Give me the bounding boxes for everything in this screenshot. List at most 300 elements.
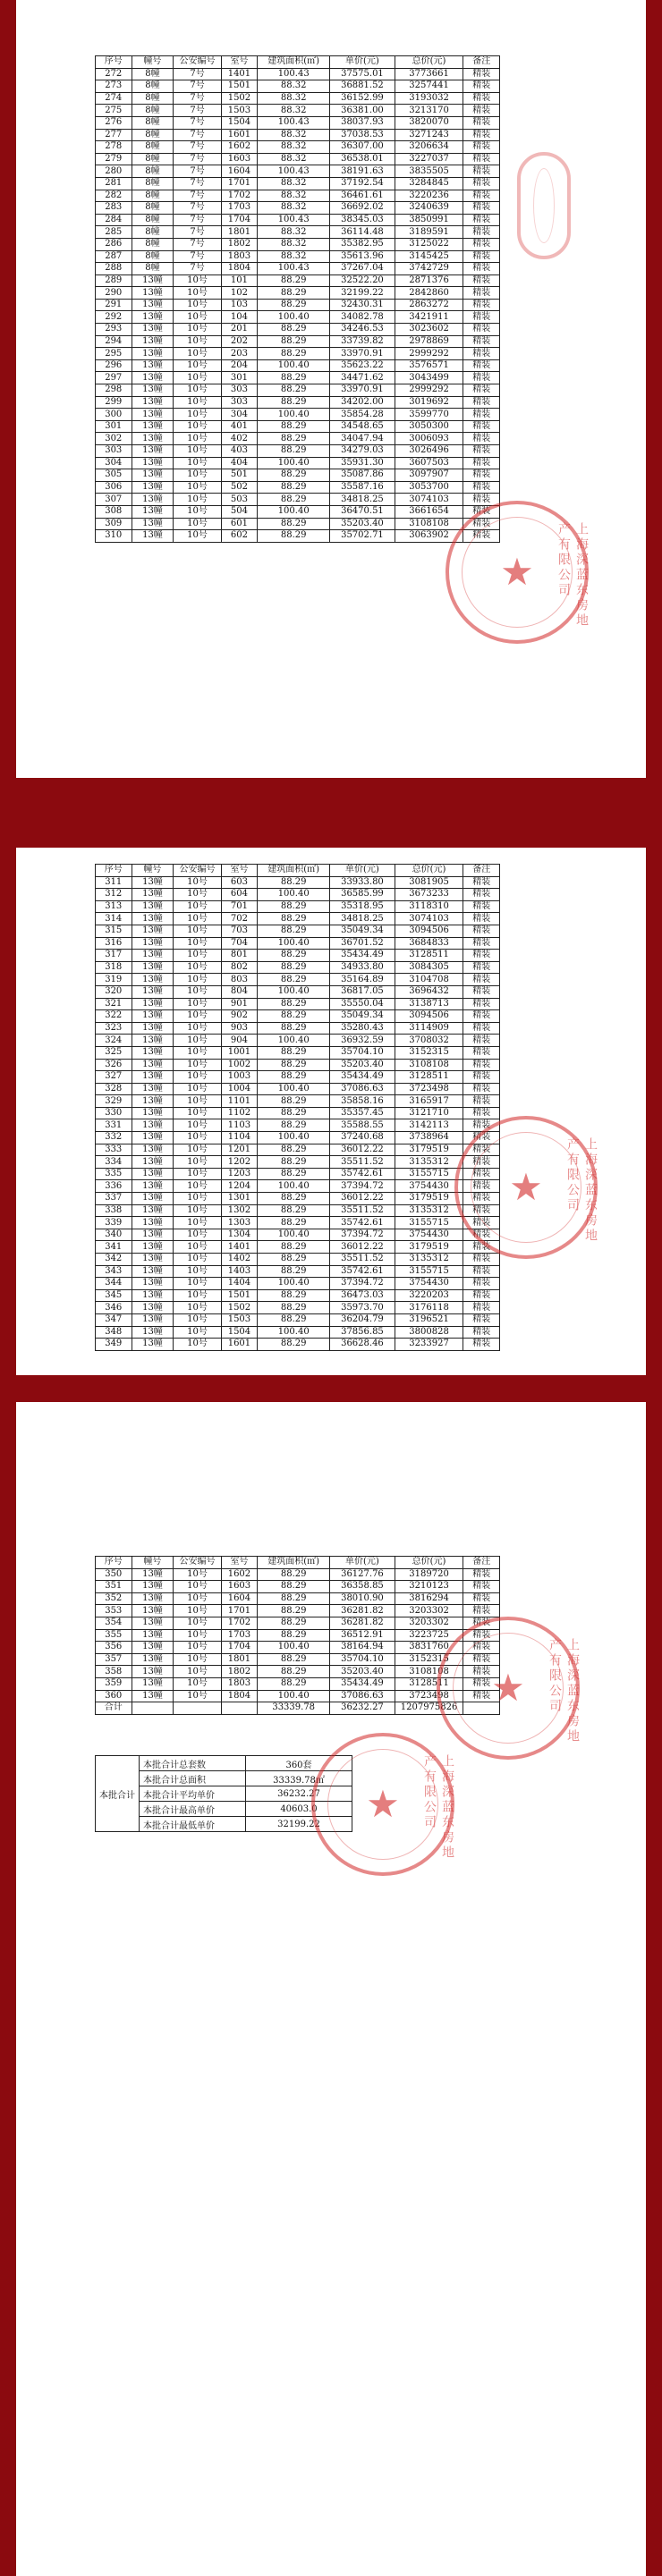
document-page-1 [16, 0, 646, 778]
seal-edge-mark [517, 152, 571, 259]
table-cell: 13幢 [132, 1278, 174, 1290]
table-cell: 323 [96, 1022, 132, 1035]
table-cell: 103 [221, 299, 258, 311]
table-cell: 1704 [221, 1642, 258, 1654]
table-cell: 1704 [221, 214, 258, 226]
table-cell: 7号 [174, 116, 221, 129]
table-cell: 284 [96, 214, 132, 226]
table-cell: 1703 [221, 202, 258, 215]
table-cell: 802 [221, 961, 258, 974]
table-row [96, 974, 500, 986]
table-cell: 100.40 [258, 1278, 330, 1290]
table-cell: 34202.00 [330, 396, 395, 409]
table-cell: 701 [221, 900, 258, 913]
table-row [96, 1581, 500, 1593]
column-header: 幢号 [132, 56, 174, 69]
table-cell: 13幢 [132, 1690, 174, 1702]
table-cell: 1201 [221, 1144, 258, 1156]
table-cell: 35434.49 [330, 1071, 395, 1084]
table-cell: 602 [221, 530, 258, 543]
table-cell: 332 [96, 1132, 132, 1144]
table-cell: 88.29 [258, 925, 330, 937]
table-cell: 351 [96, 1581, 132, 1593]
table-cell: 13幢 [132, 1629, 174, 1642]
table-cell: 3673233 [395, 889, 463, 901]
table-cell: 13幢 [132, 961, 174, 974]
table-cell: 10号 [174, 1022, 221, 1035]
table-row [96, 396, 500, 409]
table-cell: 35357.45 [330, 1107, 395, 1119]
table-cell: 3084305 [395, 961, 463, 974]
table-cell: 13幢 [132, 359, 174, 372]
table-cell: 3421911 [395, 311, 463, 324]
table-cell: 88.29 [258, 1071, 330, 1084]
table-cell: 88.32 [258, 226, 330, 239]
table-cell: 7号 [174, 238, 221, 250]
table-cell: 289 [96, 274, 132, 287]
table-cell: 3128511 [395, 1677, 463, 1690]
table-cell: 10号 [174, 1241, 221, 1254]
table-cell: 13幢 [132, 1095, 174, 1108]
table-cell: 精装 [463, 348, 500, 360]
table-cell: 33970.91 [330, 348, 395, 360]
table-cell: 1603 [221, 1581, 258, 1593]
table-cell: 10号 [174, 409, 221, 421]
table-cell: 303 [221, 384, 258, 397]
table-cell: 35203.40 [330, 1666, 395, 1678]
table-cell: 35973.70 [330, 1302, 395, 1314]
table-cell: 37240.68 [330, 1132, 395, 1144]
column-header: 公安编号 [174, 865, 221, 877]
table-cell: 1103 [221, 1119, 258, 1132]
table-cell: 3108108 [395, 1059, 463, 1071]
table-cell: 精装 [463, 420, 500, 433]
table-cell: 10号 [174, 1217, 221, 1229]
table-row [96, 1289, 500, 1302]
table-cell: 38345.03 [330, 214, 395, 226]
seal-text: 上海深蓝东房地产有限公司 [565, 1137, 598, 1244]
table-cell: 3661654 [395, 505, 463, 518]
table-cell: 7号 [174, 250, 221, 263]
table-cell: 1801 [221, 1653, 258, 1666]
table-cell: 1504 [221, 1326, 258, 1339]
table-cell: 324 [96, 1035, 132, 1047]
table-cell: 804 [221, 985, 258, 998]
table-cell: 13幢 [132, 348, 174, 360]
table-row [96, 876, 500, 889]
column-header: 建筑面积(㎡) [258, 56, 330, 69]
table-cell: 10号 [174, 1642, 221, 1654]
column-header: 备注 [463, 865, 500, 877]
table-cell: 1502 [221, 92, 258, 105]
table-row [96, 518, 500, 530]
table-cell: 3114909 [395, 1022, 463, 1035]
table-cell: 10号 [174, 1581, 221, 1593]
table-cell: 3155715 [395, 1265, 463, 1278]
table-cell: 13幢 [132, 998, 174, 1010]
table-cell: 3043499 [395, 372, 463, 384]
table-cell: 精装 [463, 1568, 500, 1581]
table-row [96, 409, 500, 421]
table-row [96, 457, 500, 469]
seal-text: 上海深蓝东房地产有限公司 [556, 522, 589, 629]
table-cell: 10号 [174, 324, 221, 336]
summary-group-label: 本批合计 [96, 1756, 140, 1832]
table-cell: 13幢 [132, 1168, 174, 1180]
table-cell: 354 [96, 1617, 132, 1629]
table-cell: 88.29 [258, 420, 330, 433]
table-cell: 88.29 [258, 950, 330, 962]
table-cell: 10号 [174, 1617, 221, 1629]
table-row [96, 445, 500, 458]
table-cell: 88.32 [258, 80, 330, 93]
table-cell: 88.32 [258, 153, 330, 165]
table-cell: 1402 [221, 1254, 258, 1266]
table-cell: 1001 [221, 1046, 258, 1059]
table-cell: 37394.72 [330, 1278, 395, 1290]
table-cell: 504 [221, 505, 258, 518]
table-cell: 13幢 [132, 1107, 174, 1119]
table-cell: 37038.53 [330, 129, 395, 141]
table-cell: 精装 [463, 311, 500, 324]
table-cell: 34818.25 [330, 913, 395, 925]
table-cell: 88.32 [258, 238, 330, 250]
table-cell: 313 [96, 900, 132, 913]
table-cell: 314 [96, 913, 132, 925]
column-header: 序号 [96, 865, 132, 877]
table-cell: 7号 [174, 177, 221, 190]
table-cell: 88.29 [258, 961, 330, 974]
table-cell: 精装 [463, 985, 500, 998]
table-row [96, 384, 500, 397]
table-cell: 精装 [463, 1278, 500, 1290]
table-cell: 精装 [463, 445, 500, 458]
table-row [96, 913, 500, 925]
table-cell: 88.29 [258, 1289, 330, 1302]
table-cell: 36585.99 [330, 889, 395, 901]
table-row [96, 1568, 500, 1581]
table-cell: 13幢 [132, 1022, 174, 1035]
table-row [96, 1046, 500, 1059]
table-cell: 13幢 [132, 1010, 174, 1023]
table-cell: 333 [96, 1144, 132, 1156]
table-cell: 13幢 [132, 1326, 174, 1339]
table-cell: 精装 [463, 1204, 500, 1217]
table-row [96, 214, 500, 226]
table-cell: 100.40 [258, 889, 330, 901]
table-cell: 104 [221, 311, 258, 324]
table-cell: 101 [221, 274, 258, 287]
table-cell: 10号 [174, 1180, 221, 1193]
table-cell: 704 [221, 937, 258, 950]
table-cell: 902 [221, 1010, 258, 1023]
table-cell: 10号 [174, 1666, 221, 1678]
table-cell: 3094506 [395, 925, 463, 937]
table-cell: 358 [96, 1666, 132, 1678]
table-cell: 1702 [221, 190, 258, 202]
table-cell: 10号 [174, 396, 221, 409]
table-cell: 1302 [221, 1204, 258, 1217]
table-cell: 36628.46 [330, 1339, 395, 1351]
table-cell: 13幢 [132, 1241, 174, 1254]
table-cell: 13幢 [132, 469, 174, 482]
table-cell: 10号 [174, 1193, 221, 1205]
table-cell: 10号 [174, 961, 221, 974]
table-cell: 325 [96, 1046, 132, 1059]
table-cell: 287 [96, 250, 132, 263]
table-cell: 320 [96, 985, 132, 998]
table-cell: 35588.55 [330, 1119, 395, 1132]
table-cell: 35587.16 [330, 481, 395, 494]
table-cell: 100.43 [258, 116, 330, 129]
table-cell: 10号 [174, 1629, 221, 1642]
table-cell: 8幢 [132, 202, 174, 215]
table-cell: 32430.31 [330, 299, 395, 311]
table-cell: 13幢 [132, 1568, 174, 1581]
table-cell: 13幢 [132, 1617, 174, 1629]
table-cell: 10号 [174, 913, 221, 925]
table-row [96, 481, 500, 494]
table-cell: 36281.82 [330, 1605, 395, 1617]
table-cell: 35702.71 [330, 530, 395, 543]
table-cell: 3257441 [395, 80, 463, 93]
table-cell: 13幢 [132, 1265, 174, 1278]
table-row [96, 141, 500, 154]
table-cell: 10号 [174, 433, 221, 445]
table-cell: 13幢 [132, 1071, 174, 1084]
table-cell: 88.29 [258, 913, 330, 925]
table-cell: 702 [221, 913, 258, 925]
table-cell: 88.29 [258, 1059, 330, 1071]
table-cell: 1401 [221, 68, 258, 80]
table-cell: 3152315 [395, 1046, 463, 1059]
table-cell: 精装 [463, 396, 500, 409]
table-cell: 精装 [463, 505, 500, 518]
table-cell: 3023602 [395, 324, 463, 336]
table-cell: 精装 [463, 409, 500, 421]
table-row [96, 505, 500, 518]
price-table-page-1 [95, 55, 500, 543]
table-cell: 35280.43 [330, 1022, 395, 1035]
table-cell: 10号 [174, 1204, 221, 1217]
column-header: 总价(元) [395, 56, 463, 69]
table-cell: 精装 [463, 1035, 500, 1047]
table-cell: 10号 [174, 384, 221, 397]
table-row [96, 985, 500, 998]
table-cell: 13幢 [132, 324, 174, 336]
table-cell: 7号 [174, 263, 221, 275]
table-cell: 8幢 [132, 190, 174, 202]
table-cell: 88.29 [258, 1666, 330, 1678]
table-cell: 3223725 [395, 1629, 463, 1642]
summary-label: 本批合计总面积 [140, 1771, 246, 1786]
table-cell: 88.29 [258, 1168, 330, 1180]
table-row [96, 263, 500, 275]
table-row [96, 433, 500, 445]
table-cell: 37267.04 [330, 263, 395, 275]
table-cell: 精装 [463, 177, 500, 190]
table-cell: 331 [96, 1119, 132, 1132]
table-cell: 精装 [463, 263, 500, 275]
column-header: 建筑面积(㎡) [258, 1557, 330, 1569]
table-cell: 10号 [174, 937, 221, 950]
total-cell: 33339.78 [258, 1702, 330, 1715]
table-cell: 301 [96, 420, 132, 433]
table-cell: 10号 [174, 1132, 221, 1144]
table-cell: 7号 [174, 80, 221, 93]
table-cell: 36127.76 [330, 1568, 395, 1581]
table-cell: 88.29 [258, 384, 330, 397]
table-cell: 13幢 [132, 1180, 174, 1193]
table-cell: 精装 [463, 190, 500, 202]
table-cell: 3108108 [395, 518, 463, 530]
table-cell: 3019692 [395, 396, 463, 409]
table-cell: 13幢 [132, 1302, 174, 1314]
table-cell: 精装 [463, 105, 500, 117]
column-header: 单价(元) [330, 865, 395, 877]
table-cell: 10号 [174, 1339, 221, 1351]
table-cell: 36381.00 [330, 105, 395, 117]
table-cell: 88.29 [258, 1241, 330, 1254]
summary-label: 本批合计总套数 [140, 1756, 246, 1771]
table-cell: 13幢 [132, 335, 174, 348]
table-cell: 3220203 [395, 1289, 463, 1302]
table-cell: 3723498 [395, 1083, 463, 1095]
table-cell: 10号 [174, 445, 221, 458]
column-header: 建筑面积(㎡) [258, 865, 330, 877]
table-cell: 13幢 [132, 494, 174, 506]
table-cell: 精装 [463, 1193, 500, 1205]
table-cell: 1203 [221, 1168, 258, 1180]
table-row [96, 1229, 500, 1241]
table-cell: 88.29 [258, 1119, 330, 1132]
table-cell: 10号 [174, 1605, 221, 1617]
table-cell: 13幢 [132, 937, 174, 950]
table-cell: 3203302 [395, 1617, 463, 1629]
table-cell: 88.29 [258, 372, 330, 384]
table-cell: 精装 [463, 1059, 500, 1071]
table-header-row [96, 56, 500, 69]
table-row [96, 1083, 500, 1095]
table-cell: 10号 [174, 1095, 221, 1108]
table-cell: 1803 [221, 250, 258, 263]
table-cell: 2871376 [395, 274, 463, 287]
table-cell: 1504 [221, 116, 258, 129]
table-cell: 1602 [221, 141, 258, 154]
table-cell: 13幢 [132, 274, 174, 287]
table-cell: 88.29 [258, 299, 330, 311]
table-cell: 精装 [463, 1229, 500, 1241]
table-cell: 100.40 [258, 1229, 330, 1241]
table-cell: 10号 [174, 889, 221, 901]
table-cell: 36281.82 [330, 1617, 395, 1629]
table-cell: 1502 [221, 1302, 258, 1314]
table-cell: 精装 [463, 1653, 500, 1666]
table-cell: 13幢 [132, 1653, 174, 1666]
table-cell: 88.29 [258, 1204, 330, 1217]
table-cell: 1701 [221, 1605, 258, 1617]
table-cell: 344 [96, 1278, 132, 1290]
table-cell: 10号 [174, 1229, 221, 1241]
table-cell: 34818.25 [330, 494, 395, 506]
table-cell: 3213170 [395, 105, 463, 117]
table-cell: 298 [96, 384, 132, 397]
table-cell: 37086.63 [330, 1083, 395, 1095]
table-cell: 10号 [174, 1071, 221, 1084]
table-cell: 13幢 [132, 1339, 174, 1351]
table-cell: 88.29 [258, 530, 330, 543]
table-cell: 326 [96, 1059, 132, 1071]
table-cell: 3081905 [395, 876, 463, 889]
table-cell: 291 [96, 299, 132, 311]
table-cell: 3006093 [395, 433, 463, 445]
table-cell: 88.29 [258, 494, 330, 506]
table-cell: 3576571 [395, 359, 463, 372]
seal-text: 上海深蓝东房地产有限公司 [422, 1754, 454, 1861]
column-header: 室号 [221, 56, 258, 69]
table-cell: 1301 [221, 1193, 258, 1205]
table-cell: 3203302 [395, 1605, 463, 1617]
company-seal [311, 1733, 454, 1876]
table-cell: 精装 [463, 129, 500, 141]
table-cell: 7号 [174, 68, 221, 80]
table-cell: 315 [96, 925, 132, 937]
table-cell: 13幢 [132, 1059, 174, 1071]
table-cell: 8幢 [132, 238, 174, 250]
table-cell: 36692.02 [330, 202, 395, 215]
table-row [96, 1313, 500, 1326]
table-cell: 13幢 [132, 372, 174, 384]
table-row [96, 950, 500, 962]
table-cell: 35550.04 [330, 998, 395, 1010]
table-cell: 精装 [463, 1180, 500, 1193]
table-cell: 34279.03 [330, 445, 395, 458]
table-cell: 10号 [174, 420, 221, 433]
table-cell: 360 [96, 1690, 132, 1702]
table-cell: 34082.78 [330, 311, 395, 324]
table-cell: 304 [221, 409, 258, 421]
table-row [96, 274, 500, 287]
table-cell: 37086.63 [330, 1690, 395, 1702]
table-cell: 8幢 [132, 92, 174, 105]
table-cell: 88.32 [258, 141, 330, 154]
table-row [96, 900, 500, 913]
table-cell: 精装 [463, 68, 500, 80]
table-cell: 297 [96, 372, 132, 384]
table-cell: 88.32 [258, 177, 330, 190]
table-cell: 88.29 [258, 1677, 330, 1690]
table-cell: 3135312 [395, 1156, 463, 1169]
seal-star-icon: ★ [500, 550, 534, 594]
table-cell: 2978869 [395, 335, 463, 348]
table-cell: 88.29 [258, 335, 330, 348]
table-cell: 7号 [174, 214, 221, 226]
table-cell: 36461.61 [330, 190, 395, 202]
table-cell: 36817.05 [330, 985, 395, 998]
table-cell: 13幢 [132, 1313, 174, 1326]
table-cell: 3135312 [395, 1254, 463, 1266]
table-cell: 3196521 [395, 1313, 463, 1326]
table-cell: 36204.79 [330, 1313, 395, 1326]
table-cell: 88.29 [258, 1265, 330, 1278]
table-row [96, 1653, 500, 1666]
table-cell: 35087.86 [330, 469, 395, 482]
table-cell: 3138713 [395, 998, 463, 1010]
total-cell: 合计 [96, 1702, 132, 1715]
table-cell: 1703 [221, 1629, 258, 1642]
table-cell: 8幢 [132, 116, 174, 129]
table-cell: 精装 [463, 913, 500, 925]
